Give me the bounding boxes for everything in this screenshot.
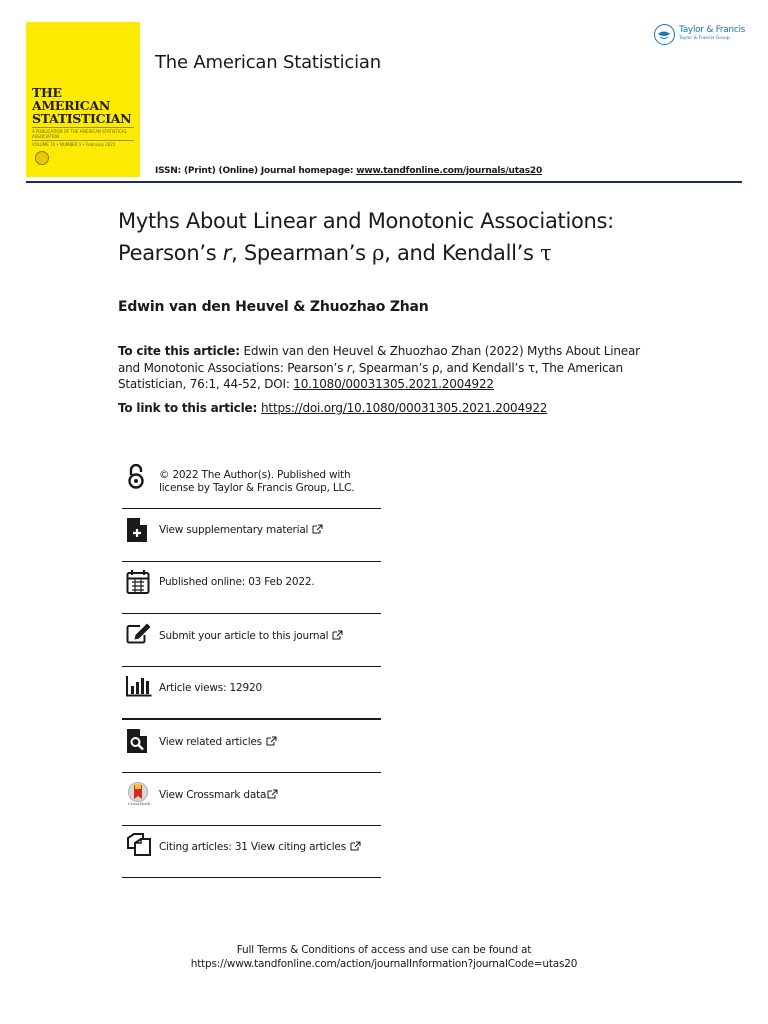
taylor-francis-logo-icon bbox=[654, 24, 675, 45]
citing-row[interactable] bbox=[122, 833, 381, 863]
header-divider bbox=[26, 181, 742, 183]
row-divider bbox=[122, 772, 381, 773]
cite-label: To cite this article: bbox=[118, 344, 240, 358]
issn-text: ISSN: (Print) (Online) Journal homepage: bbox=[155, 166, 357, 176]
crossmark-row[interactable] bbox=[122, 781, 381, 811]
external-link-icon bbox=[266, 736, 277, 750]
row-divider bbox=[122, 561, 381, 562]
external-link-icon bbox=[350, 841, 361, 855]
document-search-icon bbox=[126, 728, 152, 754]
related-articles-link[interactable]: View related articles bbox=[159, 736, 262, 748]
calendar-icon bbox=[126, 569, 152, 595]
journal-cover-image bbox=[26, 22, 140, 177]
article-link-line bbox=[118, 401, 547, 415]
journal-name: The American Statistician bbox=[155, 52, 381, 73]
cover-title: THE AMERICAN STATISTICIAN bbox=[32, 85, 132, 126]
cite-doi-link[interactable]: 10.1080/00031305.2021.2004922 bbox=[293, 377, 494, 391]
license-text: © 2022 The Author(s). Published with license by Taylor & Francis Group, LLC. bbox=[159, 469, 355, 494]
journal-homepage-link[interactable]: www.tandfonline.com/journals/utas20 bbox=[356, 166, 543, 176]
row-divider bbox=[122, 877, 381, 878]
published-date: Published online: 03 Feb 2022. bbox=[159, 576, 315, 588]
publisher-logo[interactable] bbox=[654, 22, 746, 48]
supplementary-row[interactable] bbox=[122, 517, 381, 547]
open-access-row bbox=[122, 464, 381, 498]
crossmark-icon bbox=[126, 781, 152, 807]
link-label: To link to this article: bbox=[118, 401, 262, 415]
submit-row[interactable] bbox=[122, 622, 381, 652]
cover-rule bbox=[32, 140, 134, 141]
bar-chart-icon bbox=[126, 675, 152, 701]
article-views: Article views: 12920 bbox=[159, 682, 262, 694]
publisher-group: Taylor & Francis Group bbox=[679, 36, 730, 41]
cover-rule bbox=[32, 127, 134, 128]
external-link-icon bbox=[267, 789, 278, 803]
row-divider bbox=[122, 666, 381, 667]
article-authors: Edwin van den Heuvel & Zhuozhao Zhan bbox=[118, 299, 429, 315]
crossmark-badge-text: CrossMark bbox=[127, 801, 151, 806]
cover-subtitle: A PUBLICATION OF THE AMERICAN STATISTICAL ASSOCIATION bbox=[32, 129, 127, 139]
open-access-icon bbox=[126, 464, 152, 490]
submit-article-link[interactable]: Submit your article to this journal bbox=[159, 630, 329, 642]
supplementary-link[interactable]: View supplementary material bbox=[159, 524, 309, 536]
external-link-icon bbox=[332, 630, 343, 644]
publisher-name: Taylor & Francis bbox=[679, 25, 746, 35]
row-divider bbox=[122, 718, 381, 720]
related-row[interactable] bbox=[122, 728, 381, 758]
doi-link[interactable]: https://doi.org/10.1080/00031305.2021.2004922 bbox=[261, 401, 548, 415]
row-divider bbox=[122, 825, 381, 826]
row-divider bbox=[122, 613, 381, 614]
cover-issue: VOLUME 76 • NUMBER 1 • February 2022 bbox=[32, 142, 116, 147]
issn-line bbox=[155, 166, 542, 176]
citing-documents-icon bbox=[126, 833, 152, 859]
external-link-icon bbox=[312, 524, 323, 538]
row-divider bbox=[122, 508, 381, 509]
published-row bbox=[122, 569, 381, 599]
document-add-icon bbox=[126, 517, 152, 543]
citation-block: To cite this article: Edwin van den Heuvel & Zhuozhao Zhan (2022) Myths About Linear and Monotonic Associations: Pearson’s r, Spearman’s ρ, and Kendall’s τ, The American Statistician, 76:1, 44-52, DOI: 10.1080/00031305.2021.2004922 bbox=[118, 344, 640, 391]
citing-articles-link[interactable]: Citing articles: 31 View citing articles bbox=[159, 841, 346, 853]
article-title: Myths About Linear and Monotonic Associations: Pearson’s r, Spearman’s ρ, and Kendall’s τ bbox=[118, 209, 614, 265]
footer-terms-link[interactable]: https://www.tandfonline.com/action/journalInformation?journalCode=utas20 bbox=[190, 958, 578, 970]
crossmark-link[interactable]: View Crossmark data bbox=[159, 789, 267, 801]
cover-seal-icon bbox=[35, 151, 49, 165]
views-row bbox=[122, 675, 381, 705]
footer-line: Full Terms & Conditions of access and use can be found at bbox=[236, 944, 532, 956]
footer-terms bbox=[0, 943, 768, 971]
edit-icon bbox=[126, 622, 152, 648]
